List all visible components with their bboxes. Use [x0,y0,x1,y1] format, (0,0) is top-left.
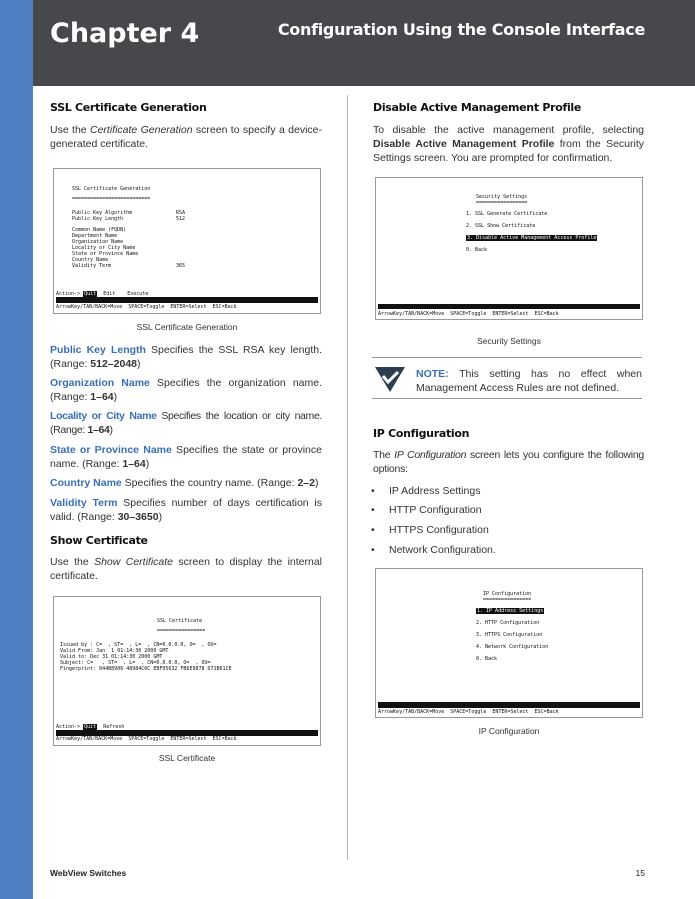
screen-separator: ========================== [72,196,151,202]
bullet-item: • HTTPS Configuration [389,524,489,536]
screen-field-value: 512 [176,216,186,222]
screen-line: Fingerprint: 044B8906 48984C0C EBF05632 FB6E9878 D71B61CE [60,666,232,672]
ip-configuration-caption: IP Configuration [478,726,540,736]
screen-field-label: State or Province Name [72,251,139,257]
screen-status: ArrowKey/TAB/BACK=Move SPACE=Toggle ENTER=Select ESC=Back [56,304,237,310]
screen-status: ArrowKey/TAB/BACK=Move SPACE=Toggle ENTER=Select ESC=Back [56,736,237,742]
security-settings-caption: Security Settings [477,336,541,346]
def-validity: Validity Term Specifies number of days certification is valid. (Range: 30–3650) [50,497,322,523]
ssl-cert-caption: SSL Certificate [158,753,216,763]
note-rule-top [372,357,642,358]
column-divider [347,95,348,860]
note-rule-bottom [372,398,642,399]
screen-title: IP Configuration [483,591,532,597]
disable-heading: Disable Active Management Profile [373,101,582,114]
screen-bar [378,304,640,309]
screen-status: ArrowKey/TAB/BACK=Move SPACE=Toggle ENTER=Select ESC=Back [378,311,559,317]
ssl-gen-caption: SSL Certificate Generation [136,322,238,332]
footer-product: WebView Switches [50,868,127,878]
screen-separator: ================ [483,597,532,603]
footer-page-number: 15 [635,868,645,878]
screen-action-line: Action-> Quit Refresh [56,724,125,730]
ip-configuration-screen [375,568,643,718]
screen-bar [378,702,640,708]
screen-menu-item: 0. Back [466,247,488,253]
screen-field-label: Organization Name [72,239,124,245]
screen-field-label: Public Key Algorithm [72,210,133,216]
def-organization-name: Organization Name Specifies the organization name. (Range: 1–64) [50,377,323,403]
screen-field-value: 365 [176,263,186,269]
chapter-title: Configuration Using the Console Interface [277,20,645,39]
def-state: State or Province Name Specifies the state or province name. (Range: 1–64) [50,444,322,470]
def-country: Country Name Specifies the country name. (Range: 2–2) [50,477,319,489]
ssl-gen-intro: Use the Certificate Generation screen to specify a device-generated certificate. [50,124,322,150]
screen-status: ArrowKey/TAB/BACK=Move SPACE=Toggle ENTER=Select ESC=Back [378,709,559,715]
screen-bar [56,297,318,303]
bullet-item: • HTTP Configuration [389,504,482,516]
ssl-gen-heading: SSL Certificate Generation [50,101,207,114]
ip-heading: IP Configuration [373,427,470,440]
ssl-cert-screen [53,596,321,746]
screen-action-line: Action-> Quit Edit Execute [56,291,149,297]
screen-field-label: Country Name [72,257,109,263]
screen-line: Valid From: Jan 1 01:14:30 2000 GMT [60,648,169,654]
screen-line: Subject: C= , ST= , L= , CN=0.0.0.0, O= , OU= [60,660,211,666]
left-color-stripe [0,0,33,899]
bullet-item: • Network Configuration. [389,544,496,556]
screen-separator: ================= [476,200,528,206]
screen-line: Valid to: Dec 31 01:14:30 2000 GMT [60,654,163,660]
show-cert-intro: Use the Show Certificate screen to display the internal certificate. [50,556,323,582]
show-cert-heading: Show Certificate [50,534,148,547]
screen-menu-item-selected: 3. Disable Active Management Access Profile [467,235,597,241]
screen-field-label: Public Key Length [72,216,124,222]
screen-menu-item: 3. HTTPS Configuration [476,632,543,638]
security-settings-screen [375,177,643,320]
screen-field-label: Validity Term [72,263,112,269]
screen-line: Issued by : C= , ST= , L= , CN=0.0.0.0, O= , OU= [60,642,217,648]
screen-menu-item: 4. Network Configuration [476,644,549,650]
screen-menu-item: 1. SSL Generate Certificate [466,211,548,217]
disable-text: To disable the active management profile, selecting Disable Active Management Profile from the Security Settings screen. You are prompted for confirmation. [373,124,644,164]
def-locality: Locality or City Name Specifies the location or city name. (Range: 1–64) [50,410,323,436]
screen-title: SSL Certificate [157,618,203,624]
chapter-label: Chapter 4 [50,18,200,49]
screen-separator: ================ [157,628,206,634]
screen-menu-item: 2. SSL Show Certificate [466,223,536,229]
screen-title: Security Settings [476,194,528,200]
screen-field-label: Locality or City Name [72,245,136,251]
screen-title: SSL Certificate Generation [72,186,151,192]
note-checkmark-icon [374,365,406,393]
screen-field-label: Department Name [72,233,118,239]
screen-menu-item: 0. Back [476,656,498,662]
bullet-item: • IP Address Settings [389,485,480,497]
screen-field-label: Common Name (FQDN) [72,227,127,233]
note-text: NOTE: This setting has no effect when Management Access Rules are not defined. [416,368,642,394]
ip-intro: The IP Configuration screen lets you configure the following options: [373,449,645,475]
screen-menu-item: 2. HTTP Configuration [476,620,540,626]
screen-menu-item-selected: 1. IP Address Settings [477,608,544,614]
ssl-gen-screen [53,168,321,314]
def-public-key-length: Public Key Length Specifies the SSL RSA key length. (Range: 512–2048) [50,344,322,370]
screen-field-value: RSA [176,210,186,216]
